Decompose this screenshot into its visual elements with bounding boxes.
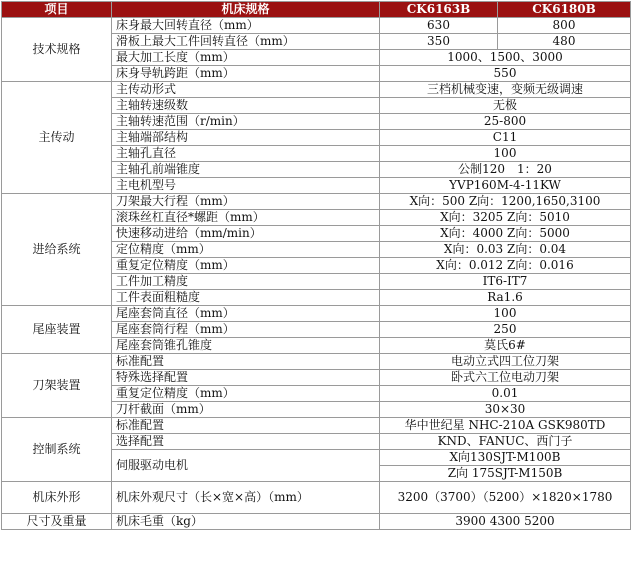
value-cell: 卧式六工位电动刀架: [380, 370, 631, 386]
value-cell: 250: [380, 322, 631, 338]
table-row: [2, 418, 631, 434]
category-cell: 主传动: [2, 82, 112, 194]
item-cell: 快速移动进给（mm/min）: [112, 226, 380, 242]
value-cell: 550: [380, 66, 631, 82]
item-cell: 伺服驱动电机: [112, 450, 380, 482]
header-row: [2, 2, 631, 18]
item-cell: 刀杆截面（mm）: [112, 402, 380, 418]
table-row: [2, 354, 631, 370]
value-cell: 3900 4300 5200: [380, 514, 631, 530]
item-cell: 工件表面粗糙度: [112, 290, 380, 306]
value-cell: X向：4000 Z向：5000: [380, 226, 631, 242]
value-cell: 莫氏6#: [380, 338, 631, 354]
table-row: [2, 194, 631, 210]
item-cell: 主轴端部结构: [112, 130, 380, 146]
item-cell: 尾座套筒直径（mm）: [112, 306, 380, 322]
item-cell: 定位精度（mm）: [112, 242, 380, 258]
value-cell: 公制120 1：20: [380, 162, 631, 178]
item-cell: 主轴孔直径: [112, 146, 380, 162]
value-cell: 1000、1500、3000: [380, 50, 631, 66]
item-cell: 最大加工长度（mm）: [112, 50, 380, 66]
table-row: [2, 306, 631, 322]
category-cell: 控制系统: [2, 418, 112, 482]
value-cell: X向：3205 Z向：5010: [380, 210, 631, 226]
value-cell: X向：0.03 Z向：0.04: [380, 242, 631, 258]
value-cell-b: 800: [498, 18, 631, 34]
category-cell: 尾座装置: [2, 306, 112, 354]
item-cell: 主传动形式: [112, 82, 380, 98]
value-cell: 25-800: [380, 114, 631, 130]
value-cell: 无极: [380, 98, 631, 114]
value-cell: 100: [380, 306, 631, 322]
value-cell: 3200（3700）（5200）×1820×1780: [380, 482, 631, 514]
value-cell-a: 630: [380, 18, 498, 34]
item-cell: 滑板上最大工件回转直径（mm）: [112, 34, 380, 50]
item-cell: 机床外观尺寸（长×宽×高）（mm）: [112, 482, 380, 514]
item-cell: 机床毛重（kg）: [112, 514, 380, 530]
value-cell-b: 480: [498, 34, 631, 50]
item-cell: 标准配置: [112, 354, 380, 370]
item-cell: 重复定位精度（mm）: [112, 258, 380, 274]
value-cell: C11: [380, 130, 631, 146]
value-cell: X向：0.012 Z向：0.016: [380, 258, 631, 274]
item-cell: 床身导轨跨距（mm）: [112, 66, 380, 82]
item-cell: 主轴转速级数: [112, 98, 380, 114]
value-cell: 电动立式四工位刀架: [380, 354, 631, 370]
item-cell: 选择配置: [112, 434, 380, 450]
category-cell: 刀架装置: [2, 354, 112, 418]
value-cell-line1: X向130SJT-M100B: [380, 450, 631, 466]
value-cell: 30×30: [380, 402, 631, 418]
value-cell: X向：500 Z向：1200,1650,3100: [380, 194, 631, 210]
item-cell: 特殊选择配置: [112, 370, 380, 386]
value-cell: 0.01: [380, 386, 631, 402]
item-cell: 标准配置: [112, 418, 380, 434]
value-cell: 华中世纪星 NHC-210A GSK980TD: [380, 418, 631, 434]
spec-table: [1, 1, 631, 530]
item-cell: 主电机型号: [112, 178, 380, 194]
category-cell: 尺寸及重量: [2, 514, 112, 530]
value-cell: YVP160M-4-11KW: [380, 178, 631, 194]
value-cell: 三档机械变速，变频无级调速: [380, 82, 631, 98]
item-cell: 滚珠丝杠直径*螺距（mm）: [112, 210, 380, 226]
table-row: [2, 482, 631, 514]
item-cell: 尾座套筒行程（mm）: [112, 322, 380, 338]
table-row: [2, 82, 631, 98]
header-model-a: CK6163B: [380, 2, 498, 18]
item-cell: 工件加工精度: [112, 274, 380, 290]
table-row: [2, 514, 631, 530]
category-cell: 技术规格: [2, 18, 112, 82]
item-cell: 尾座套筒锥孔锥度: [112, 338, 380, 354]
value-cell: KND、FANUC、西门子: [380, 434, 631, 450]
value-cell: IT6-IT7: [380, 274, 631, 290]
item-cell: 重复定位精度（mm）: [112, 386, 380, 402]
category-cell: 机床外形: [2, 482, 112, 514]
value-cell: 100: [380, 146, 631, 162]
value-cell: Ra1.6: [380, 290, 631, 306]
value-cell-line2: Z向 175SJT-M150B: [380, 466, 631, 482]
item-cell: 主轴孔前端锥度: [112, 162, 380, 178]
header-spec: 机床规格: [112, 2, 380, 18]
item-cell: 床身最大回转直径（mm）: [112, 18, 380, 34]
value-cell-a: 350: [380, 34, 498, 50]
item-cell: 刀架最大行程（mm）: [112, 194, 380, 210]
header-category: 项目: [2, 2, 112, 18]
category-cell: 进给系统: [2, 194, 112, 306]
item-cell: 主轴转速范围（r/min）: [112, 114, 380, 130]
table-row: [2, 18, 631, 34]
header-model-b: CK6180B: [498, 2, 631, 18]
